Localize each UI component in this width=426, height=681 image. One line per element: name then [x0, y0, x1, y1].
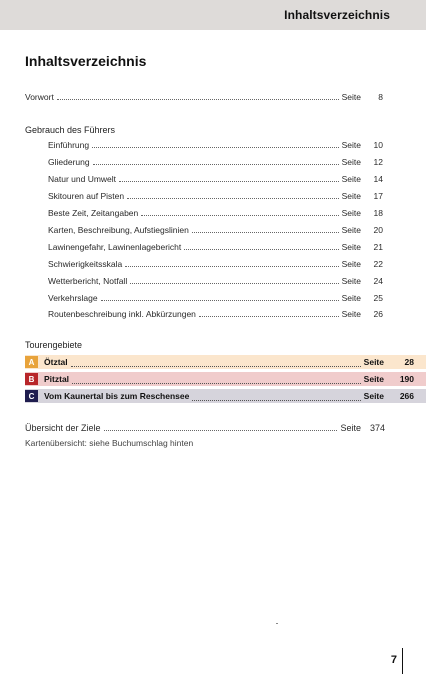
leader-dots: [192, 400, 360, 401]
toc-entry[interactable]: [48, 225, 383, 237]
toc-entry-label: Natur und Umwelt: [48, 174, 117, 184]
toc-entry-label: Gliederung: [48, 157, 90, 167]
badge-a: A: [25, 356, 38, 368]
leader-dots: [71, 366, 361, 367]
tour-entry-kaunertal[interactable]: [25, 389, 426, 403]
toc-entry[interactable]: [48, 191, 383, 203]
toc-entry-page: 21: [373, 242, 383, 252]
toc-entry-seite: Seite: [341, 157, 361, 167]
toc-entry-seite: Seite: [341, 259, 361, 269]
toc-entry[interactable]: [48, 208, 383, 220]
leader-dots: [127, 198, 339, 199]
toc-entry-page: 25: [373, 293, 383, 303]
toc-entry[interactable]: [48, 140, 383, 152]
toc-entry-seite: Seite: [341, 191, 361, 201]
toc-entry-label: Übersicht der Ziele: [25, 423, 101, 433]
toc-entry-page: 10: [373, 140, 383, 150]
leader-dots: [125, 266, 338, 267]
leader-dots: [57, 99, 339, 100]
leader-dots: [184, 249, 338, 250]
running-header-title: Inhaltsverzeichnis: [284, 8, 390, 22]
toc-entry-vorwort[interactable]: [25, 92, 383, 104]
toc-entry-page: 24: [373, 276, 383, 286]
toc-entry[interactable]: [48, 276, 383, 288]
leader-dots: [119, 181, 339, 182]
map-note: Kartenübersicht: siehe Buchumschlag hinten: [25, 438, 194, 448]
toc-entry-label: Lawinengefahr, Lawinenlagebericht: [48, 242, 182, 252]
tour-seite: Seite: [363, 374, 384, 384]
print-speck: [276, 623, 278, 624]
toc-entry-seite: Seite: [341, 242, 361, 252]
leader-dots: [130, 283, 338, 284]
tour-page: 266: [399, 391, 414, 401]
page-number-rule: [402, 648, 403, 674]
section-heading-tours: Tourengebiete: [25, 340, 83, 350]
toc-entry-page: 18: [373, 208, 383, 218]
tour-label: Pitztal: [44, 374, 70, 384]
toc-entry[interactable]: [48, 242, 383, 254]
leader-dots: [192, 232, 339, 233]
badge-b: B: [25, 373, 38, 385]
tour-page: 28: [404, 357, 414, 367]
toc-entry-page: 374: [369, 423, 385, 433]
toc-entry-seite: Seite: [341, 225, 361, 235]
toc-entry-seite: Seite: [341, 309, 361, 319]
toc-entry[interactable]: [48, 309, 383, 321]
toc-entry-overview[interactable]: [25, 423, 385, 435]
leader-dots: [93, 164, 339, 165]
running-header: [0, 0, 426, 30]
toc-entry[interactable]: [48, 259, 383, 271]
leader-dots: [104, 430, 338, 431]
toc-entry[interactable]: [48, 157, 383, 169]
section-heading-usage: Gebrauch des Führers: [25, 125, 116, 135]
tour-label: Ötztal: [44, 357, 68, 367]
toc-entry-seite: Seite: [341, 140, 361, 150]
toc-entry-page: 20: [373, 225, 383, 235]
page-title: Inhaltsverzeichnis: [25, 53, 147, 69]
toc-entry-label: Vorwort: [25, 92, 54, 102]
toc-entry-label: Wetterbericht, Notfall: [48, 276, 128, 286]
page-number: 7: [390, 654, 397, 666]
leader-dots: [101, 300, 339, 301]
tour-entry-oetztal[interactable]: [25, 355, 426, 369]
toc-entry-page: 12: [373, 157, 383, 167]
leader-dots: [199, 316, 339, 317]
tour-entry-pitztal[interactable]: [25, 372, 426, 386]
toc-entry-label: Routenbeschreibung inkl. Abkürzungen: [48, 309, 196, 319]
leader-dots: [72, 383, 361, 384]
toc-entry-label: Schwierigkeitsskala: [48, 259, 123, 269]
toc-entry-page: 22: [373, 259, 383, 269]
toc-entry-page: 14: [373, 174, 383, 184]
toc-entry-seite: Seite: [341, 92, 361, 102]
toc-entry-label: Beste Zeit, Zeitangaben: [48, 208, 139, 218]
toc-entry-seite: Seite: [341, 293, 361, 303]
leader-dots: [141, 215, 338, 216]
tour-seite: Seite: [363, 357, 384, 367]
toc-entry[interactable]: [48, 293, 383, 305]
toc-entry-page: 26: [373, 309, 383, 319]
tour-label: Vom Kaunertal bis zum Reschensee: [44, 391, 190, 401]
toc-entry[interactable]: [48, 174, 383, 186]
toc-entry-label: Karten, Beschreibung, Aufstiegslinien: [48, 225, 189, 235]
tour-seite: Seite: [363, 391, 384, 401]
toc-entry-seite: Seite: [340, 423, 361, 433]
toc-entry-label: Verkehrslage: [48, 293, 98, 303]
toc-entry-seite: Seite: [341, 174, 361, 184]
toc-entry-label: Einführung: [48, 140, 90, 150]
tour-page: 190: [399, 374, 414, 384]
leader-dots: [92, 147, 339, 148]
toc-entry-page: 17: [373, 191, 383, 201]
toc-entry-seite: Seite: [341, 208, 361, 218]
toc-entry-seite: Seite: [341, 276, 361, 286]
toc-entry-page: 8: [378, 92, 383, 102]
badge-c: C: [25, 390, 38, 402]
toc-entry-label: Skitouren auf Pisten: [48, 191, 125, 201]
